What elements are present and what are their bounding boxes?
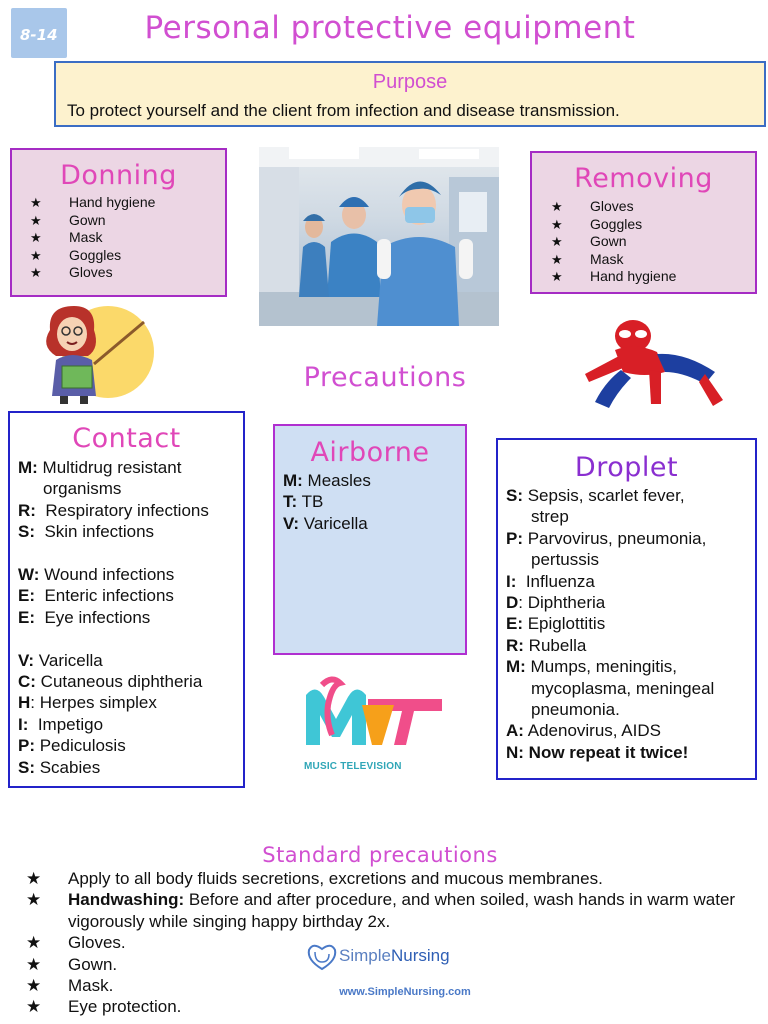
star-icon: ★ (551, 269, 563, 284)
brand-name-a: Simple (339, 946, 391, 965)
item-text: Apply to all body fluids secretions, excretions and mucous membranes. (68, 869, 603, 888)
removing-list (551, 198, 676, 286)
mnemonic-letter: H (18, 693, 31, 713)
mnemonic-letter: S: (18, 757, 35, 777)
item-text: Wound infections (39, 565, 175, 585)
droplet-box (496, 438, 757, 780)
donning-list (30, 194, 155, 282)
list-item (18, 671, 209, 692)
item-body (68, 932, 126, 953)
star-icon: ★ (26, 954, 42, 974)
list-item (18, 521, 209, 542)
star-icon: ★ (26, 869, 42, 888)
item-text: strep (531, 507, 569, 527)
page-title: Personal protective equipment (144, 10, 636, 46)
star-icon: ★ (30, 247, 42, 263)
contact-box (8, 411, 245, 788)
item-text: Gown. (68, 954, 118, 974)
item-text: Multidrug resistant (37, 458, 182, 477)
airborne-list (283, 470, 371, 534)
list-item: ★ Gloves (30, 264, 113, 280)
item-text: Cutaneous diphtheria (35, 672, 203, 692)
item-text: Skin infections (35, 522, 155, 542)
star-icon: ★ (26, 997, 42, 1017)
mnemonic-letter: E: (18, 586, 35, 606)
contact-list (18, 457, 209, 778)
spider-man-illustration (565, 312, 725, 418)
star-icon: ★ (551, 216, 563, 232)
item-text: Eye infections (35, 607, 151, 627)
mnemonic-letter: P: (506, 528, 523, 548)
mnemonic-letter: M: (283, 471, 303, 490)
item-text: Epiglottitis (523, 614, 606, 634)
item-text: Before and after procedure, and when soiled, wash hands in warm water vigorously while singing happy birthday 2x. (68, 890, 736, 931)
mnemonic-letter: V: (283, 513, 300, 533)
list-item: ★ Goggles (551, 215, 643, 232)
mnemonic-letter: S: (506, 486, 523, 505)
standard-precautions-title: Standard precautions (262, 843, 498, 867)
mnemonic-letter: R: (506, 635, 524, 655)
item-body (68, 889, 746, 932)
contact-title: Contact (72, 423, 181, 454)
list-item (18, 650, 209, 671)
purpose-text: To protect yourself and the client from infection and disease transmission. (67, 101, 620, 120)
mnemonic-letter: A: (506, 721, 524, 741)
mnemonic-letter: E: (506, 614, 523, 634)
item-text: Parvovirus, pneumonia, (523, 528, 707, 548)
list-item (506, 506, 714, 527)
list-item (18, 757, 209, 778)
mnemonic-letter: W: (18, 565, 40, 585)
list-item (506, 528, 714, 549)
item-text: mycoplasma, meningeal (531, 678, 715, 698)
item-text: pneumonia. (531, 700, 620, 720)
heart-stethoscope-icon (305, 942, 339, 972)
star-icon: ★ (30, 230, 42, 245)
spacer (18, 543, 209, 564)
mnemonic-letter: M: (506, 657, 526, 677)
teacher-illustration (30, 300, 156, 404)
item-text: Adenovirus, AIDS (523, 721, 661, 741)
donning-box (10, 148, 227, 297)
list-item (18, 714, 209, 735)
mnemonic-letter: N: Now repeat it twice! (506, 742, 689, 762)
item-text: Rubella (523, 635, 587, 655)
purpose-box (54, 61, 766, 127)
mnemonic-letter: P: (18, 736, 35, 756)
precautions-title: Precautions (303, 362, 467, 393)
surgeons-photo (259, 147, 499, 326)
item-text: Eye protection. (68, 997, 182, 1017)
list-item (506, 678, 714, 699)
item-text: Enteric infections (35, 586, 174, 606)
star-icon: ★ (26, 890, 42, 910)
list-item (506, 613, 714, 634)
item-text: organisms (43, 479, 122, 499)
mnemonic-letter: D (506, 593, 519, 613)
mnemonic-letter: I: (18, 714, 29, 734)
brand-url: www.SimpleNursing.com (339, 986, 471, 998)
item-body (68, 954, 117, 975)
item-text: : Diphtheria (518, 593, 606, 613)
list-item (506, 592, 714, 613)
list-item (506, 699, 714, 720)
list-item (18, 478, 209, 499)
list-item (506, 720, 714, 741)
list-item: ★ Hand hygiene (30, 194, 156, 210)
list-item (18, 500, 209, 521)
item-text: Pediculosis (35, 736, 126, 756)
star-icon: ★ (30, 265, 42, 280)
item-text: Scabies (35, 757, 101, 777)
donning-title: Donning (60, 160, 177, 191)
list-item (283, 491, 371, 512)
page-tag-label: 8-14 (20, 26, 58, 44)
list-item (506, 656, 714, 677)
star-icon: ★ (30, 212, 42, 228)
list-item (506, 485, 714, 506)
star-icon: ★ (30, 195, 42, 210)
list-item (283, 470, 371, 491)
star-icon: ★ (26, 933, 42, 953)
brand-name-b: Nursing (390, 946, 450, 965)
list-item (26, 996, 746, 1017)
item-text: Mumps, meningitis, (525, 657, 677, 677)
list-item: ★ Gloves (551, 198, 634, 214)
item-text: Gloves. (68, 933, 126, 953)
list-item (18, 735, 209, 756)
airborne-box (273, 424, 467, 655)
list-item: ★ Goggles (30, 246, 122, 263)
mnemonic-letter: M: (18, 458, 38, 477)
item-text: TB (297, 492, 324, 512)
mnemonic-letter: T: (283, 492, 298, 512)
item-text: Respiratory infections (35, 500, 209, 520)
list-item (506, 635, 714, 656)
mnemonic-letter: C: (18, 672, 36, 692)
airborne-title: Airborne (310, 437, 430, 468)
item-text: pertussis (531, 550, 600, 570)
list-item (506, 742, 714, 763)
droplet-list (506, 485, 714, 763)
star-icon: ★ (551, 199, 563, 214)
item-body (68, 975, 113, 996)
item-text: Measles (302, 471, 371, 490)
item-text: : Herpes simplex (30, 693, 157, 713)
item-text: Varicella (299, 513, 368, 533)
star-icon: ★ (551, 251, 563, 267)
mnemonic-letter: S: (18, 522, 35, 542)
star-icon: ★ (26, 976, 42, 996)
list-item (26, 868, 746, 889)
mtv-logo (302, 675, 444, 775)
list-item (18, 692, 209, 713)
list-item: ★ Mask (551, 250, 624, 267)
list-item (506, 571, 714, 592)
droplet-title: Droplet (574, 452, 679, 483)
item-key: Handwashing: (68, 890, 185, 910)
list-item (18, 564, 209, 585)
removing-box (530, 151, 757, 294)
list-item (18, 457, 209, 478)
item-text: Mask. (68, 976, 114, 996)
list-item: ★ Hand hygiene (551, 268, 677, 284)
item-text: Sepsis, scarlet fever, (523, 486, 685, 505)
list-item (283, 513, 371, 534)
star-icon: ★ (551, 234, 563, 249)
mnemonic-letter: E: (18, 607, 35, 627)
item-body (68, 996, 181, 1017)
list-item (26, 889, 746, 932)
mnemonic-letter: V: (18, 650, 35, 670)
list-item: ★ Gown (30, 211, 106, 228)
mnemonic-letter: R: (18, 500, 36, 520)
list-item: ★ Mask (30, 229, 103, 245)
list-item (18, 585, 209, 606)
item-body (68, 868, 603, 889)
purpose-title: Purpose (372, 71, 448, 93)
item-text: Influenza (516, 571, 595, 591)
item-text: Impetigo (28, 714, 104, 734)
list-item: ★ Gown (551, 233, 627, 249)
list-item (18, 607, 209, 628)
spacer (18, 628, 209, 649)
mnemonic-letter: I: (506, 571, 517, 591)
removing-title: Removing (574, 163, 713, 194)
item-text: Varicella (34, 650, 103, 670)
list-item (506, 549, 714, 570)
mtv-caption: MUSIC TELEVISION (304, 761, 402, 772)
simplenursing-logo (305, 942, 475, 972)
surgeons-photo-illustration (259, 147, 499, 326)
